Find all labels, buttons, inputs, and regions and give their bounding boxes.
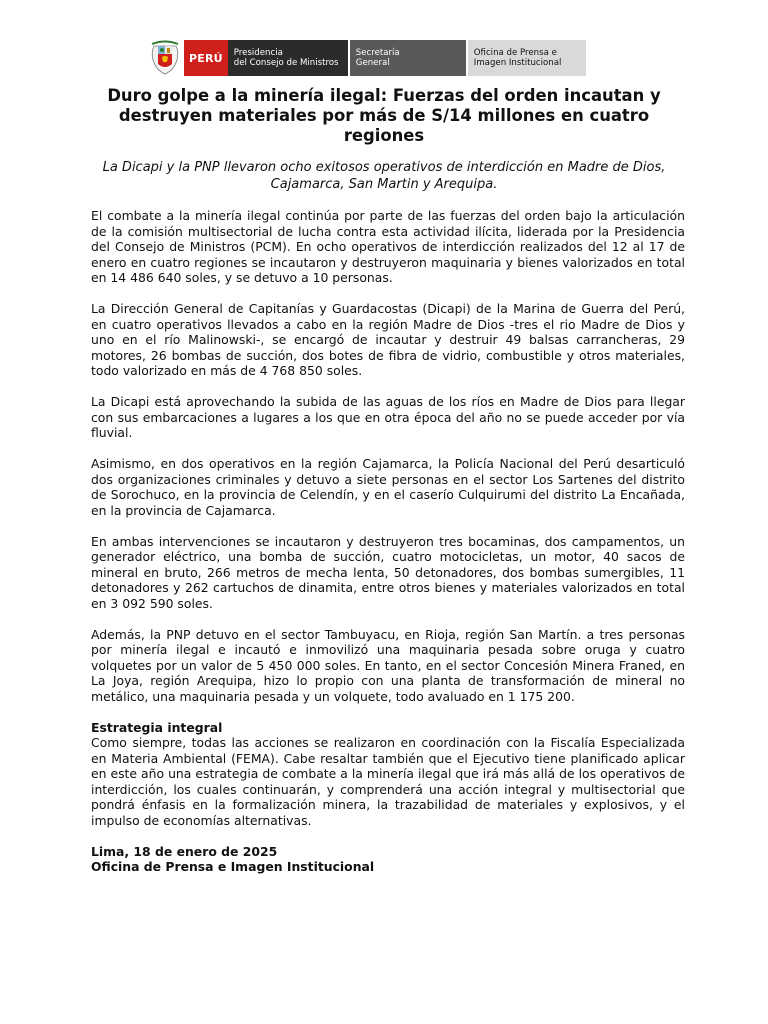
peru-label-box — [184, 40, 228, 76]
sg-line-2: General — [355, 58, 390, 68]
pcm-line-2: del Consejo de Ministros — [233, 58, 339, 68]
oficina-prensa-box — [466, 40, 586, 76]
op-line-1: Oficina de Prensa e — [473, 48, 557, 58]
pcm-label-box — [228, 40, 348, 76]
section-paragraph: Como siempre, todas las acciones se realizaron en coordinación con la Fiscalía Especializada en Materia Ambiental (FEMA). Cabe resaltar también que el Ejecutivo tiene planificado aplicar en este año una estrategia de combate a la minería ilegal que irá más allá de los operativos de interdicción, los cuales continuarán, y comprenderá una acción integral y multisectorial que pondrá énfasis en la formalización minera, la trazabilidad de materiales y explosivos, y el impulso de economías alternativas. — [91, 735, 685, 828]
pcm-line-1: Presidencia — [233, 48, 283, 58]
signature-date: Lima, 18 de enero de 2025 — [91, 843, 278, 859]
sg-line-1: Secretaría — [355, 48, 400, 58]
country-label: PERÚ — [189, 51, 223, 65]
secretaria-general-box — [348, 40, 466, 76]
paragraph-3: La Dicapi está aprovechando la subida de las aguas de los ríos en Madre de Dios para llegar con sus embarcaciones a lugares a los que en otra época del año no se puede acceder por vía fluvial. — [91, 394, 685, 440]
paragraph-4: Asimismo, en dos operativos en la región Cajamarca, la Policía Nacional del Perú desarticuló dos organizaciones criminales y detuvo a siete personas en el sector Los Sartenes del distrito de Sorochuco, en la provincia de Celendín, y en el caserío Culquirumi del distrito La Encañada, en la provincia de Cajamarca. — [91, 456, 685, 518]
paragraph-6: Además, la PNP detuvo en el sector Tambuyacu, en Rioja, región San Martín. a tres personas por minería ilegal e incautó e inmovilizó una maquinaria pesada sobre oruga y cuatro volquetes por un valor de 5 450 000 soles. En tanto, en el sector Concesión Minera Franed, en La Joya, región Arequipa, hizo lo propio con una planta de transformación de mineral no metálico, una maquinaria pesada y un volquete, todo avaluado en 1 175 200. — [91, 626, 685, 704]
subheadline: La Dicapi y la PNP llevaron ocho exitosos operativos de interdicción en Madre de Dios, Cajamarca, San Martin y Arequipa. — [102, 160, 666, 192]
signature-office: Oficina de Prensa e Imagen Institucional — [91, 859, 375, 874]
op-line-2: Imagen Institucional — [473, 58, 562, 68]
paragraph-2: La Dirección General de Capitanías y Guardacostas (Dicapi) de la Marina de Guerra del Perú, en cuatro operativos llevados a cabo en la región Madre de Dios -tres el rio Madre de Dios y uno en el río Malinowski-, se encargó de incautar y destruir 49 balsas carrancheras, 29 motores, 26 bombas de succión, dos botes de fibra de vidrio, combustible y otros materiales, todo valorizado en más de 4 768 850 soles. — [91, 301, 685, 378]
peru-coat-of-arms-icon — [150, 40, 180, 76]
headline: Duro golpe a la minería ilegal: Fuerzas del orden incautan y destruyen materiales por más de S/14 millones en cuatro regiones — [107, 86, 661, 145]
paragraph-1: El combate a la minería ilegal continúa por parte de las fuerzas del orden bajo la articulación de la comisión multisectorial de lucha contra esta actividad ilícita, liderada por la Presidencia del Consejo de Ministros (PCM). En ocho operativos de interdicción realizados del 12 al 17 de enero en cuatro regiones se incautaron y destruyeron maquinaria y bienes valorizados en total en 14 486 640 soles, y se detuvo a 10 personas. — [91, 208, 685, 285]
institutional-banner — [150, 40, 586, 76]
paragraph-5: En ambas intervenciones se incautaron y destruyeron tres bocaminas, dos campamentos, un generador eléctrico, una bomba de succión, cuatro motocicletas, un motor, 40 sacos de mineral en bruto, 266 metros de mecha lenta, 50 detonadores, dos bombas sumergibles, 11 detonadores y 262 cartuchos de dinamita, entre otros bienes y materiales valorizados en total en 3 092 590 soles. — [91, 533, 685, 611]
article-body — [91, 208, 685, 875]
section-heading: Estrategia integral — [91, 719, 223, 735]
